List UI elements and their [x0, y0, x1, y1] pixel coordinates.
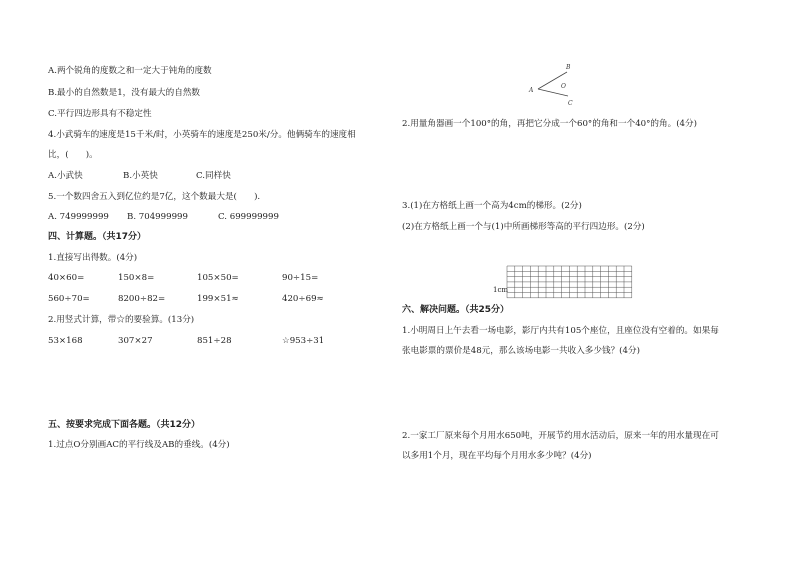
- question-4: 4.小武骑车的速度是15千米/时，小英骑车的速度是250米/分。他俩骑车的速度相: [48, 130, 356, 140]
- calc-item: 105×50=: [197, 273, 239, 283]
- question-4-continued: 比，( )。: [48, 150, 98, 160]
- choice-option-b: B.最小的自然数是1，没有最大的自然数: [48, 88, 201, 98]
- ray-ac: [538, 89, 568, 96]
- q4-option-c: C.同样快: [196, 171, 231, 181]
- q4-option-b: B.小英快: [123, 171, 158, 181]
- label-c: C: [568, 100, 573, 107]
- section-6-question-1-line-2: 张电影票的票价是48元，那么该场电影一共收入多少钱？(4分): [402, 346, 640, 356]
- label-o: O: [561, 83, 566, 90]
- section-5-question-2: 2.用量角器画一个100°的角，再把它分成一个60°的角和一个40°的角。(4分): [402, 119, 697, 129]
- section-5-question-3b: (2)在方格纸上画一个与(1)中所画梯形等高的平行四边形。(2分): [402, 222, 645, 232]
- square-grid-paper: [506, 265, 634, 299]
- calc-item: 199×51≈: [197, 294, 239, 304]
- calc-item: 150×8=: [118, 273, 155, 283]
- vertical-calc-item: 53×168: [48, 336, 83, 346]
- label-a: A: [529, 87, 534, 94]
- question-5: 5.一个数四舍五入到亿位约是7亿，这个数最大是( ).: [48, 192, 261, 202]
- q5-option-c: C. 699999999: [218, 212, 279, 222]
- section-4-question-1: 1.直接写出得数。(4分): [48, 253, 138, 263]
- section-5-title: 五、按要求完成下面各题。（共12分）: [48, 420, 201, 430]
- choice-option-a: A.两个锐角的度数之和一定大于钝角的度数: [48, 66, 212, 76]
- vertical-calc-item: 851÷28: [197, 336, 232, 346]
- calc-item: 420÷69≈: [282, 294, 324, 304]
- choice-option-c: C.平行四边形具有不稳定性: [48, 109, 152, 119]
- section-4-title: 四、计算题。（共17分）: [48, 232, 147, 242]
- section-4-question-2: 2.用竖式计算，带☆的要验算。(13分): [48, 315, 195, 325]
- vertical-calc-item: ☆953÷31: [282, 336, 325, 346]
- q5-option-b: B. 704999999: [127, 212, 188, 222]
- q5-option-a: A. 749999999: [48, 212, 109, 222]
- grid-scale-label: 1cm: [493, 286, 509, 294]
- label-b: B: [566, 64, 571, 71]
- section-6-question-2-line-1: 2.一家工厂原来每个月用水650吨，开展节约用水活动后，原来一年的用水量现在可: [402, 431, 719, 441]
- section-5-question-1: 1.过点O分别画AC的平行线及AB的垂线。(4分): [48, 440, 230, 450]
- angle-figure: [528, 58, 583, 110]
- calc-item: 560÷70=: [48, 294, 90, 304]
- q4-option-a: A.小武快: [48, 171, 83, 181]
- section-6-question-2-line-2: 以多用1个月，现在平均每个月用水多少吨？(4分): [402, 451, 592, 461]
- calc-item: 90÷15=: [282, 273, 319, 283]
- calc-item: 8200÷82=: [118, 294, 166, 304]
- vertical-calc-item: 307×27: [118, 336, 153, 346]
- calc-item: 40×60=: [48, 273, 85, 283]
- section-6-question-1-line-1: 1.小明周日上午去看一场电影，影厅内共有105个座位，且座位没有空着的。如果每: [402, 326, 719, 336]
- section-5-question-3: 3.(1)在方格纸上画一个高为4cm的梯形。(2分): [402, 201, 582, 211]
- section-6-title: 六、解决问题。（共25分）: [402, 305, 510, 315]
